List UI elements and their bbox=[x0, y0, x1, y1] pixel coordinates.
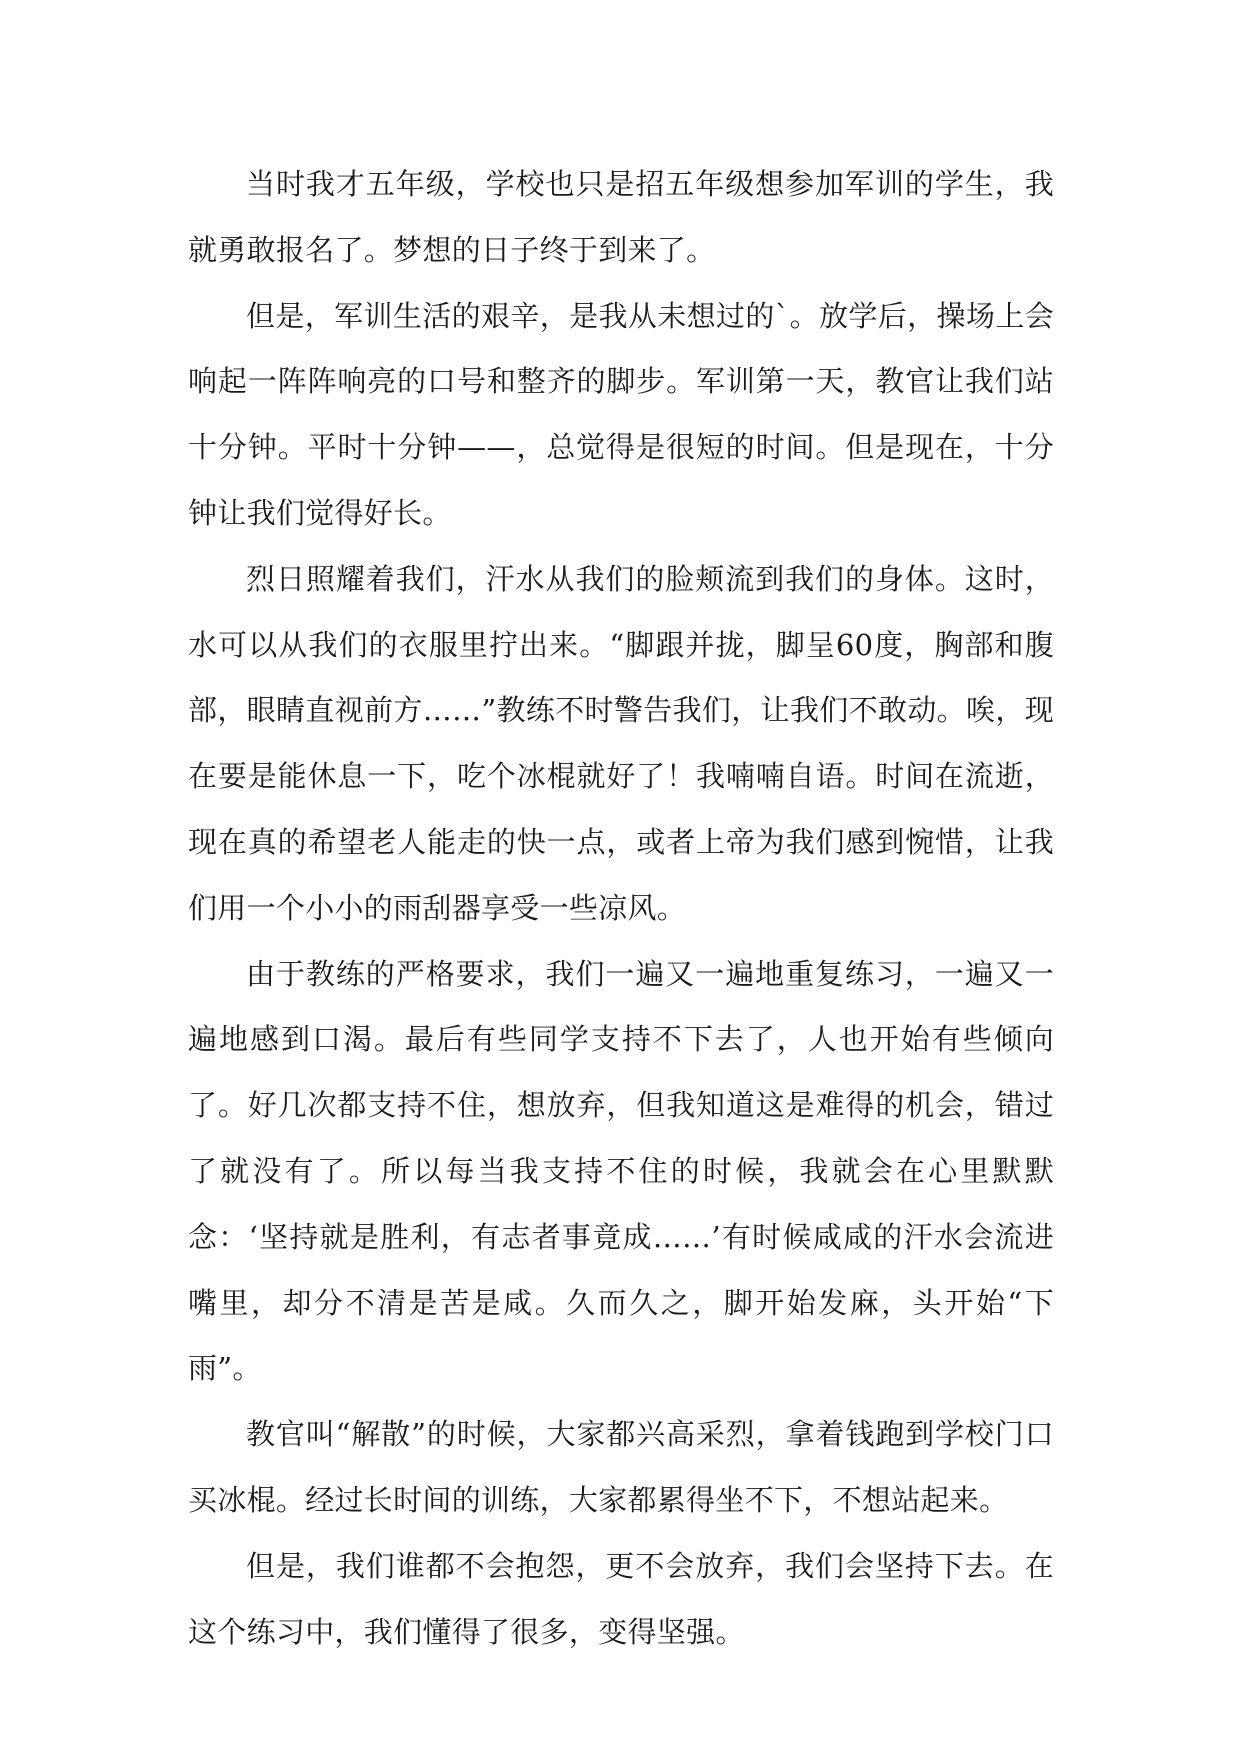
document-body bbox=[188, 152, 1054, 1665]
paragraph-3: 烈日照耀着我们，汗水从我们的脸颊流到我们的身体。这时，水可以从我们的衣服里拧出来。“脚跟并拢，脚呈60度，胸部和腹部，眼睛直视前方……”教练不时警告我们，让我们不敢动。唉，现在要是能休息一下，吃个冰棍就好了！我喃喃自语。时间在流逝，现在真的希望老人能走的快一点，或者上帝为我们感到惋惜，让我们用一个小小的雨刮器享受一些凉风。 bbox=[188, 561, 1054, 925]
paragraph-2: 但是，军训生活的艰辛，是我从未想过的`。放学后，操场上会响起一阵阵响亮的口号和整齐的脚步。军训第一天，教官让我们站十分钟。平时十分钟——，总觉得是很短的时间。但是现在，十分钟让我们觉得好长。 bbox=[188, 298, 1054, 530]
paragraph-1: 当时我才五年级，学校也只是招五年级想参加军训的学生，我就勇敢报名了。梦想的日子终于到来了。 bbox=[188, 167, 1054, 267]
paragraph-4: 由于教练的严格要求，我们一遍又一遍地重复练习，一遍又一遍地感到口渴。最后有些同学支持不下去了，人也开始有些倾向了。好几次都支持不住，想放弃，但我知道这是难得的机会，错过了就没有了。所以每当我支持不住的时候，我就会在心里默默念：‘坚持就是胜利，有志者事竟成……’有时候咸咸的汗水会流进嘴里，却分不清是苦是咸。久而久之，脚开始发麻，头开始“下雨”。 bbox=[188, 956, 1054, 1386]
paragraph-5: 教官叫“解散”的时候，大家都兴高采烈，拿着钱跑到学校门口买冰棍。经过长时间的训练，大家都累得坐不下，不想站起来。 bbox=[188, 1417, 1054, 1517]
paragraph-6: 但是，我们谁都不会抱怨，更不会放弃，我们会坚持下去。在这个练习中，我们懂得了很多，变得坚强。 bbox=[188, 1548, 1054, 1649]
